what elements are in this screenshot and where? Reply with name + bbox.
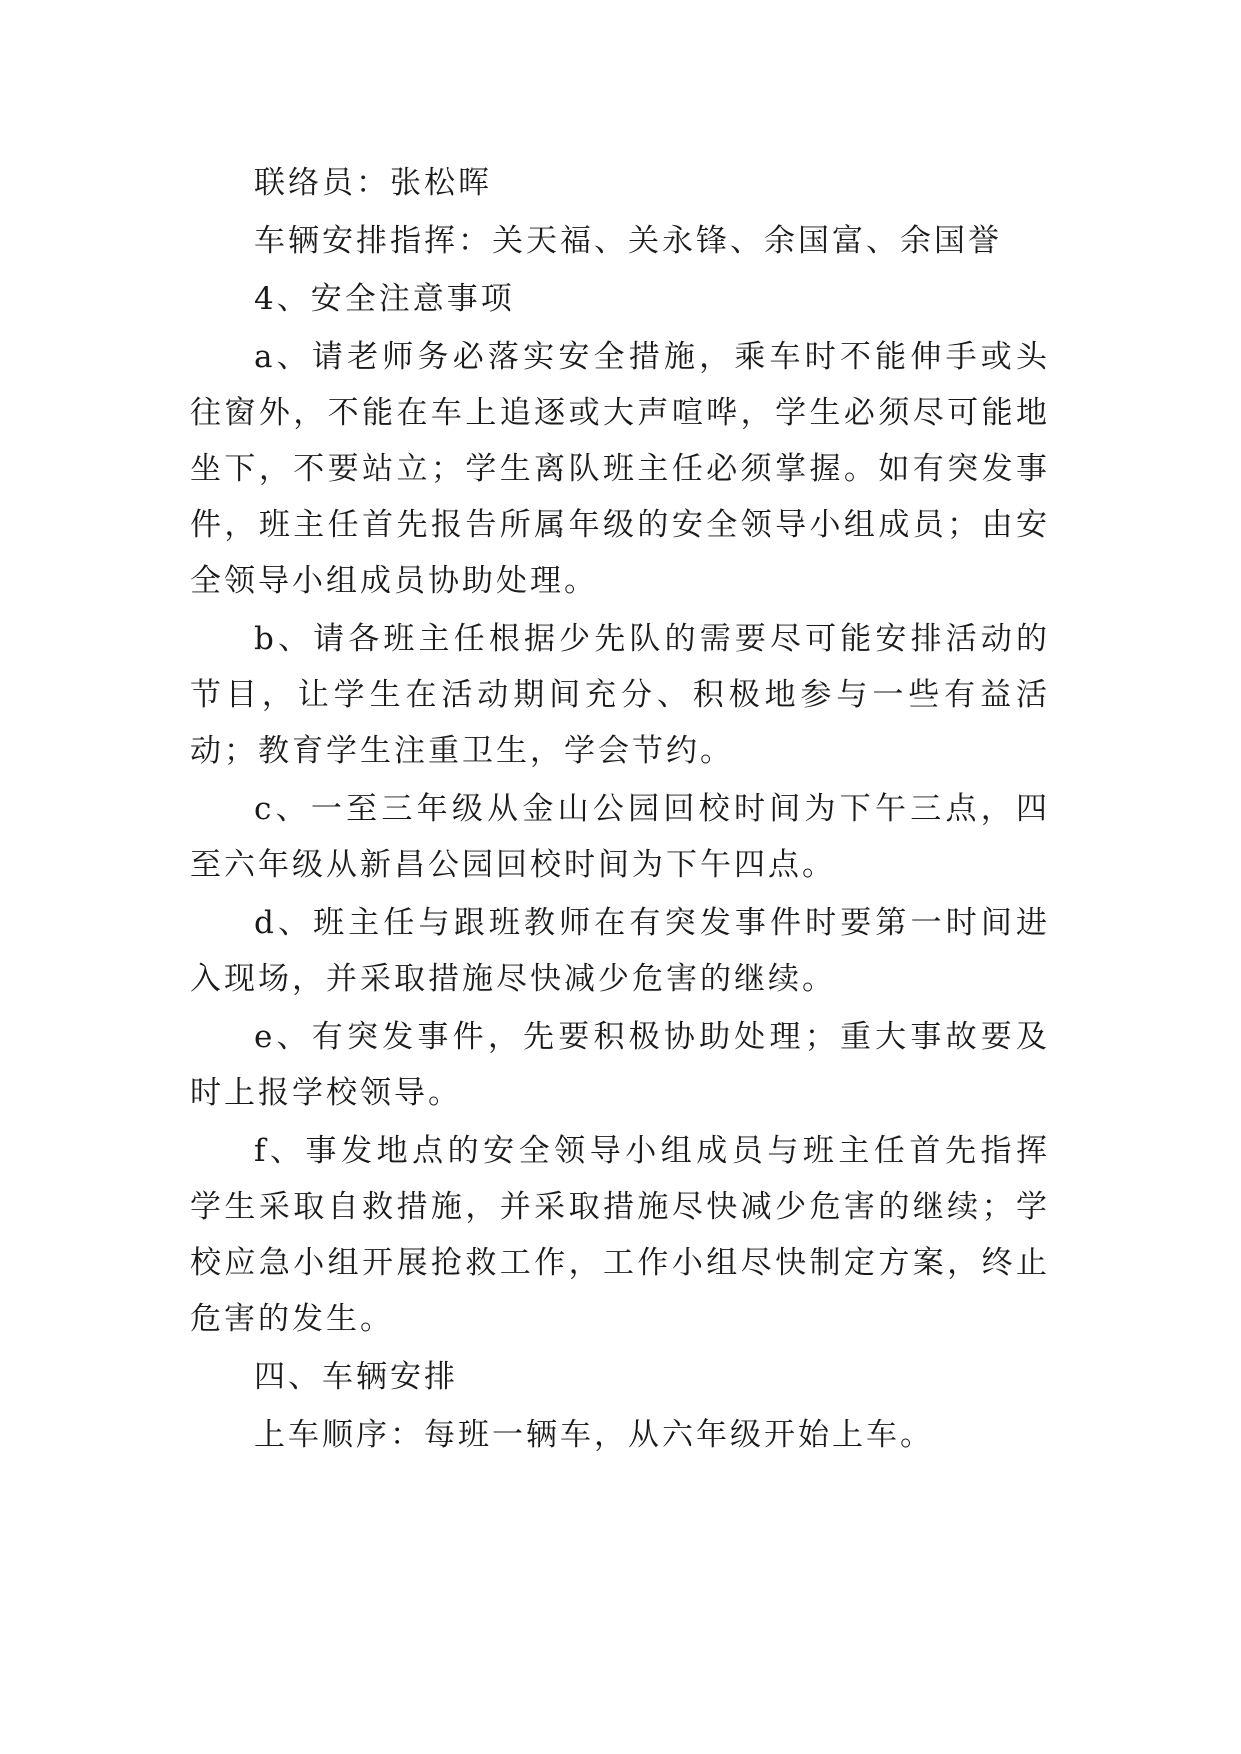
contact-person-line: 联络员：张松晖 <box>254 165 492 201</box>
safety-item-f: f、事发地点的安全领导小组成员与班主任首先指挥学生采取自救措施，并采取措施尽快减少危害的继续；学校应急小组开展抢救工作，工作小组尽快制定方案，终止危害的发生。 <box>190 1133 1050 1337</box>
safety-item-a: a、请老师务必落实安全措施，乘车时不能伸手或头往窗外，不能在车上追逐或大声喧哗，学生必须尽可能地坐下，不要站立；学生离队班主任必须掌握。如有突发事件，班主任首先报告所属年级的安全领导小组成员；由安全领导小组成员协助处理。 <box>190 339 1050 599</box>
safety-item-e: e、有突发事件，先要积极协助处理；重大事故要及时上报学校领导。 <box>190 1019 1050 1111</box>
boarding-order-line: 上车顺序：每班一辆车，从六年级开始上车。 <box>254 1417 934 1453</box>
safety-item-b: b、请各班主任根据少先队的需要尽可能安排活动的节目，让学生在活动期间充分、积极地参与一些有益活动；教育学生注重卫生，学会节约。 <box>190 621 1050 769</box>
section-heading-vehicles: 四、车辆安排 <box>254 1359 458 1395</box>
safety-item-c: c、一至三年级从金山公园回校时间为下午三点，四至六年级从新昌公园回校时间为下午四点。 <box>190 791 1050 883</box>
safety-item-d: d、班主任与跟班教师在有突发事件时要第一时间进入现场，并采取措施尽快减少危害的继续。 <box>190 905 1050 997</box>
section-heading-safety: 4、安全注意事项 <box>254 281 515 317</box>
vehicle-command-line: 车辆安排指挥：关天福、关永锋、余国富、余国誉 <box>254 223 1002 259</box>
document-body <box>190 155 1050 1465</box>
